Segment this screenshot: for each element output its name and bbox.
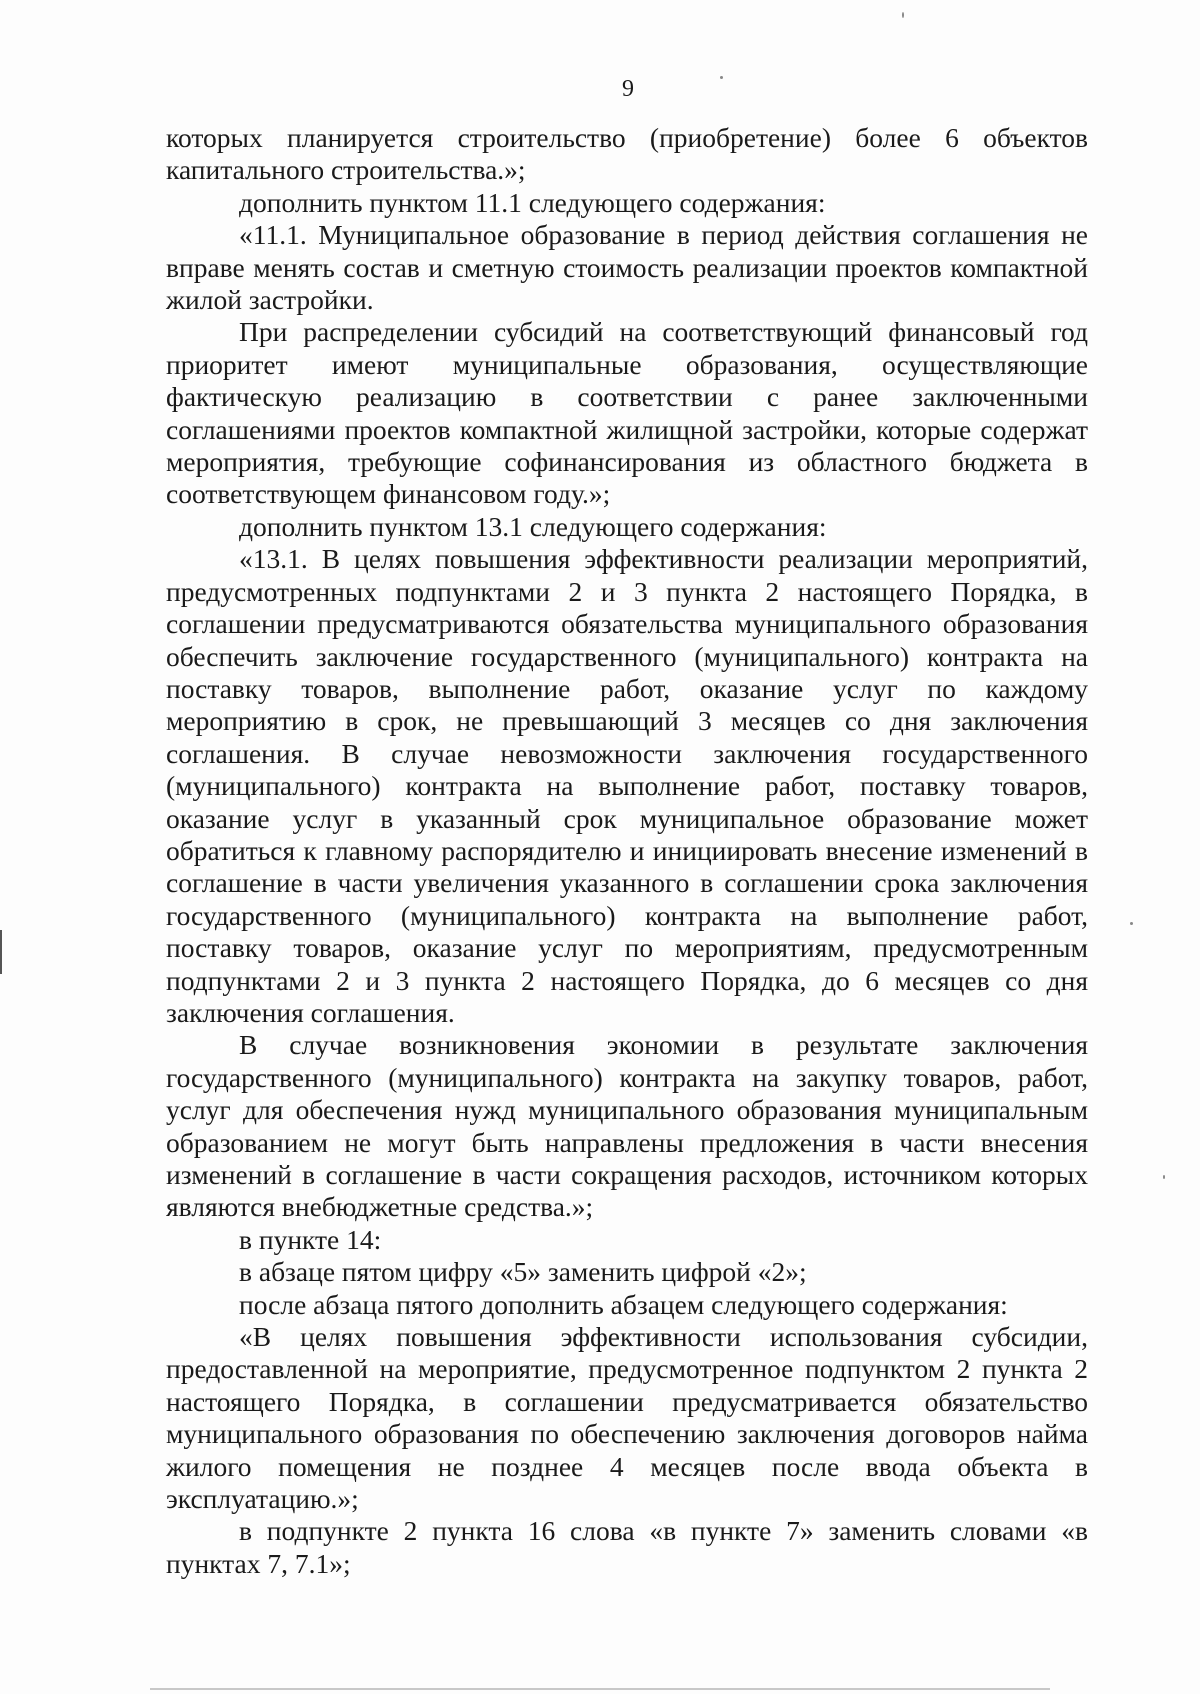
paragraph: которых планируется строительство (приобретение) более 6 объектов капитального строительства.»; [166,122,1088,186]
page-number: 9 [622,76,634,102]
scan-speck [902,12,904,18]
paragraph: дополнить пунктом 11.1 следующего содержания: [239,186,826,218]
paragraph: в пункте 14: [239,1223,382,1255]
paragraph: «В целях повышения эффективности использования субсидии, предоставленной на мероприятие, предусмотренное подпунктом 2 пункта 2 настоящего Порядка, в соглашении предусматривается обязательство муниципального образования по обеспечению заключения договоров найма жилого помещения не позднее 4 месяцев после ввода объекта в эксплуатацию.»; [166,1321,1088,1515]
document-body [166,122,1088,1580]
paragraph: «13.1. В целях повышения эффективности реализации мероприятий, предусмотренных подпунктами 2 и 3 пункта 2 настоящего Порядка, в соглашении предусматриваются обязательства муниципального образования обеспечить заключение государственного (муниципального) контракта на поставку товаров, выполнение работ, оказание услуг по каждому мероприятию в срок, не превышающий 3 месяцев со дня заключения соглашения. В случае невозможности заключения государственного (муниципального) контракта на выполнение работ, поставку товаров, оказание услуг в указанный срок муниципальное образование может обратиться к главному распорядителю и инициировать внесение изменений в соглашение в части увеличения указанного в соглашении срока заключения государственного (муниципального) контракта на выполнение работ, поставку товаров, оказание услуг по мероприятиям, предусмотренным подпунктами 2 и 3 пункта 2 настоящего Порядка, до 6 месяцев со дня заключения соглашения. [166,543,1088,1028]
paragraph: в подпункте 2 пункта 16 слова «в пункте 7» заменить словами «в пунктах 7, 7.1»; [166,1515,1088,1579]
paragraph: В случае возникновения экономии в результате заключения государственного (муниципального) контракта на закупку товаров, работ, услуг для обеспечения нужд муниципального образования муниципальным образованием не могут быть направлены предложения в части внесения изменений в соглашение в части сокращения расходов, источником которых являются внебюджетные средства.»; [166,1029,1088,1223]
scan-speck [720,76,723,79]
scan-speck [1130,922,1133,925]
paragraph: При распределении субсидий на соответствующий финансовый год приоритет имеют муниципальные образования, осуществляющие фактическую реализацию в соответствии с ранее заключенными соглашениями проектов компактной жилищной застройки, которые содержат мероприятия, требующие софинансирования из областного бюджета в соответствующем финансовом году.»; [166,316,1088,510]
scan-mark [0,930,2,974]
scan-speck [1163,1175,1165,1179]
paragraph: «11.1. Муниципальное образование в период действия соглашения не вправе менять состав и сметную стоимость реализации проектов компактной жилой застройки. [166,219,1088,316]
paragraph: после абзаца пятого дополнить абзацем следующего содержания: [239,1288,1008,1320]
page-bottom-edge [150,1688,1050,1690]
paragraph: в абзаце пятом цифру «5» заменить цифрой «2»; [239,1256,807,1288]
paragraph: дополнить пунктом 13.1 следующего содержания: [239,510,827,542]
